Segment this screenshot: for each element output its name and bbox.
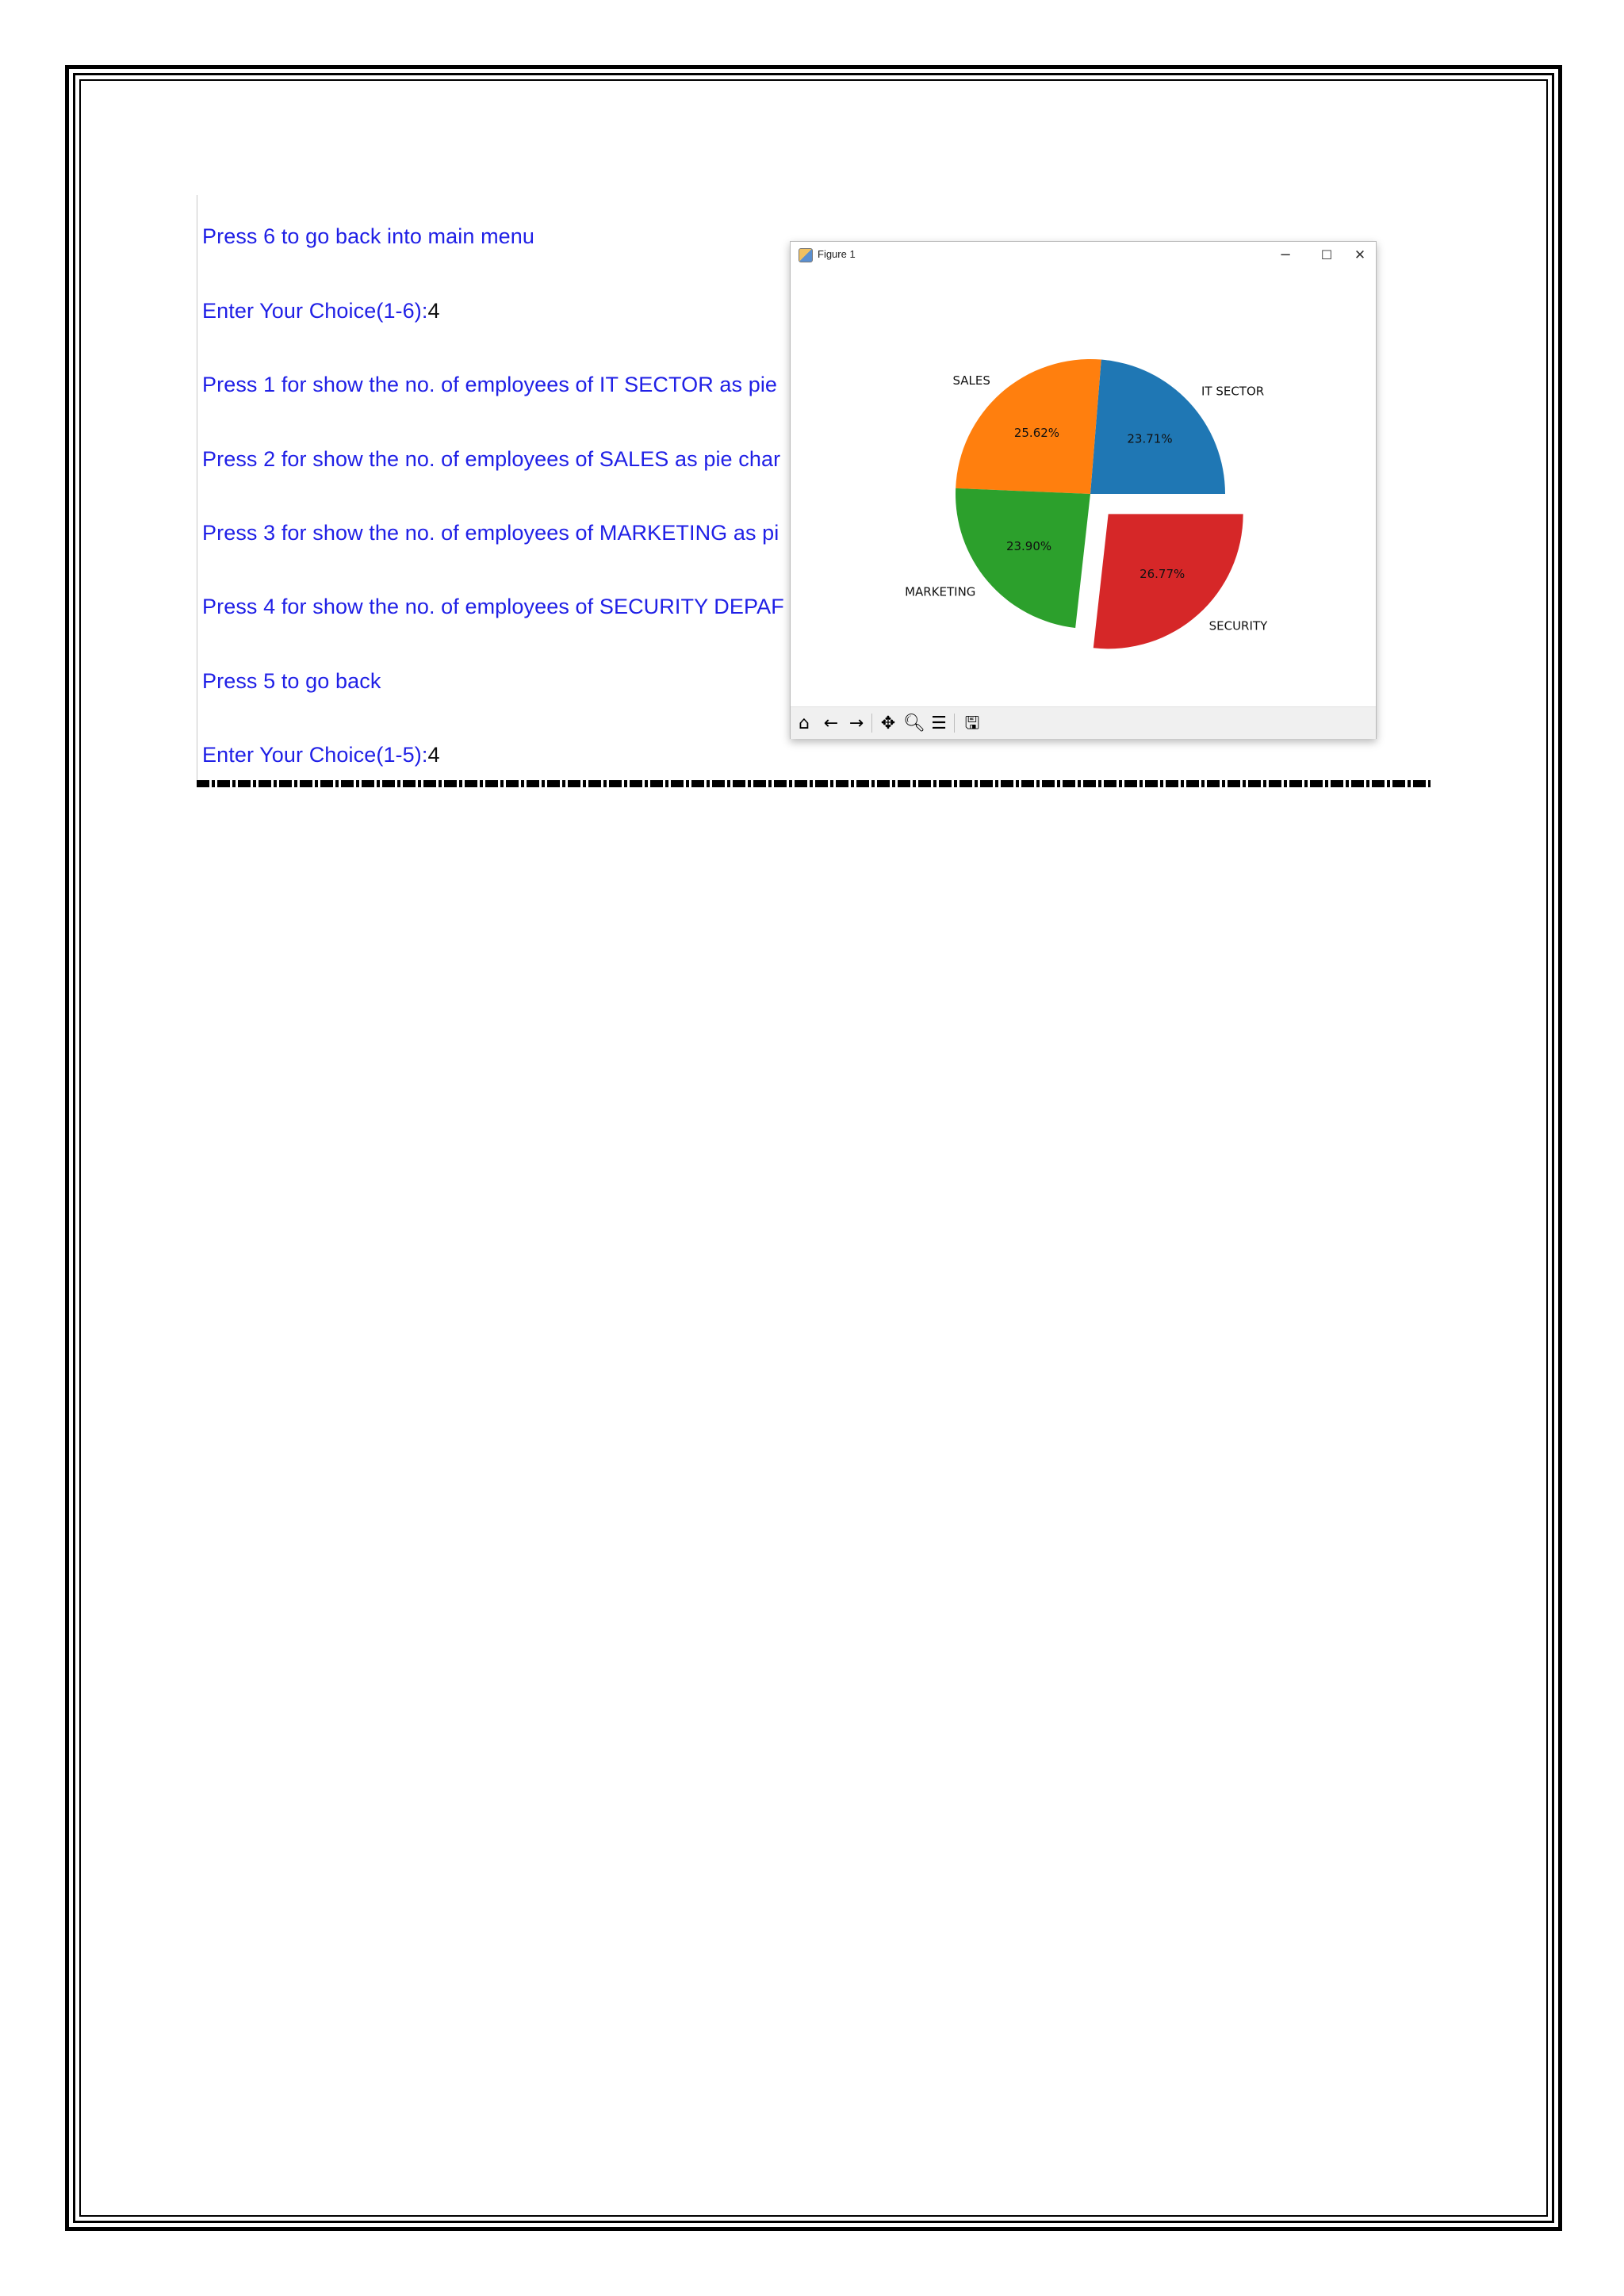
matplotlib-figure-window[interactable] <box>790 241 1377 739</box>
console-line <box>202 373 777 397</box>
minimize-button[interactable]: − <box>1279 247 1292 263</box>
toolbar-separator <box>871 714 872 733</box>
forward-arrow-icon[interactable]: → <box>848 714 864 733</box>
home-icon[interactable]: ⌂ <box>799 714 810 733</box>
pie-category-label: IT SECTOR <box>1201 384 1265 399</box>
pie-category-label: SALES <box>952 373 990 388</box>
pie-percent-label: 26.77% <box>1139 566 1185 581</box>
console-line-text: Press 2 for show the no. of employees of SALES as pie char <box>202 447 781 471</box>
window-title: Figure 1 <box>818 248 856 260</box>
console-line-input: 4 <box>427 743 440 767</box>
back-arrow-icon[interactable]: ← <box>823 714 839 733</box>
console-line <box>202 224 534 249</box>
pie-slice-marketing <box>956 488 1090 628</box>
pie-slice-it-sector <box>1090 360 1225 494</box>
save-icon[interactable]: 🖫 <box>964 714 980 733</box>
console-line-text: Press 4 for show the no. of employees of SECURITY DEPAF <box>202 595 784 618</box>
console-line <box>202 521 779 545</box>
pie-percent-label: 23.90% <box>1005 538 1052 553</box>
console-line <box>202 299 440 323</box>
zoom-icon[interactable]: 🔍︎ <box>903 714 925 733</box>
console-line-input: 4 <box>427 299 440 323</box>
pie-percent-label: 25.62% <box>1013 426 1060 441</box>
console-output <box>197 195 800 782</box>
console-line-text: Press 5 to go back <box>202 669 381 693</box>
plot-canvas[interactable] <box>791 270 1376 698</box>
maximize-button[interactable]: ☐ <box>1320 247 1333 262</box>
console-line-text: Enter Your Choice(1-6): <box>202 299 428 323</box>
close-button[interactable]: ✕ <box>1354 247 1366 263</box>
pie-category-label: SECURITY <box>1208 618 1268 633</box>
pie-percent-label: 23.71% <box>1127 431 1173 446</box>
dashed-separator <box>197 780 1431 787</box>
console-line-text: Press 3 for show the no. of employees of MARKETING as pi <box>202 521 779 545</box>
console-line-text: Press 6 to go back into main menu <box>202 224 535 248</box>
pie-category-label: MARKETING <box>905 584 976 599</box>
console-line <box>202 595 784 619</box>
pan-icon[interactable]: ✥ <box>880 714 896 733</box>
console-line <box>202 743 440 767</box>
configure-subplots-icon[interactable]: ☰ <box>931 714 947 733</box>
app-icon <box>799 248 813 262</box>
toolbar-separator <box>954 714 955 733</box>
window-title-bar[interactable] <box>791 242 1376 270</box>
console-line-text: Enter Your Choice(1-5): <box>202 743 428 767</box>
navigation-toolbar <box>791 706 1376 739</box>
pie-chart <box>791 270 1376 698</box>
console-line-text: Press 1 for show the no. of employees of IT SECTOR as pie <box>202 373 778 396</box>
console-line <box>202 447 780 472</box>
console-line <box>202 669 381 694</box>
